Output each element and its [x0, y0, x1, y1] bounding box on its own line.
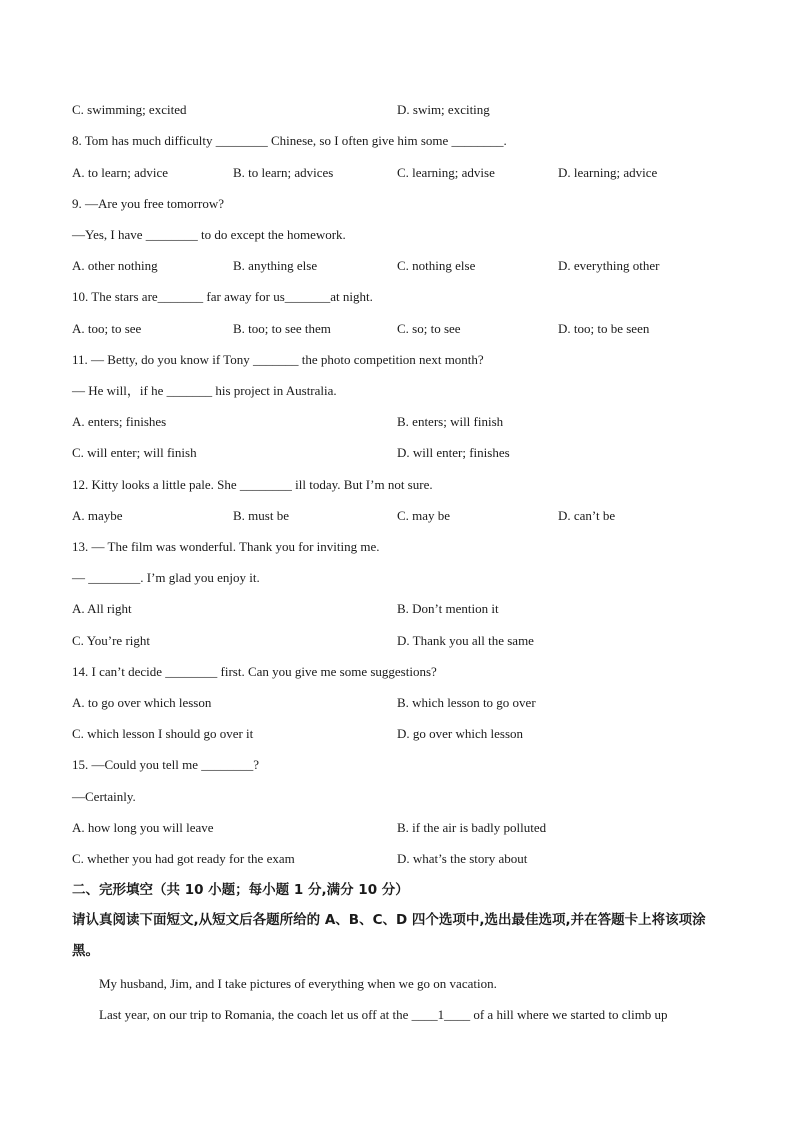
q13-stem-reply: — ________. I’m glad you enjoy it. — [72, 570, 260, 585]
q13-stem: 13. — The film was wonderful. Thank you for inviting me. — [72, 539, 380, 554]
q9-stem: 9. —Are you free tomorrow? — [72, 196, 224, 211]
q15-option-b: B. if the air is badly polluted — [397, 820, 547, 835]
q10-option-d: D. too; to be seen — [558, 321, 650, 336]
q8-option-c: C. learning; advise — [397, 165, 495, 180]
section-instruction: 请认真阅读下面短文,从短文后各题所给的 A、B、C、D 四个选项中,选出最佳选项,并在答题卡上将该项涂黑。 — [72, 912, 706, 959]
q14-option-d: D. go over which lesson — [397, 726, 524, 741]
q12-stem: 12. Kitty looks a little pale. She ________ ill today. But I’m not sure. — [72, 477, 433, 492]
q13-option-d: D. Thank you all the same — [397, 633, 534, 648]
section-heading: 二、完形填空（共 10 小题；每小题 1 分,满分 10 分） — [72, 882, 409, 898]
q13-option-c: C. You’re right — [72, 633, 151, 648]
q9-option-a: A. other nothing — [72, 258, 158, 273]
q14-option-c: C. which lesson I should go over it — [72, 726, 254, 741]
q11-option-a: A. enters; finishes — [72, 414, 167, 429]
q9-option-c: C. nothing else — [397, 258, 476, 273]
q9-stem-reply: —Yes, I have ________ to do except the homework. — [72, 227, 346, 242]
q15-stem: 15. —Could you tell me ________? — [72, 757, 260, 772]
q12-option-c: C. may be — [397, 508, 451, 523]
q7-option-d: D. swim; exciting — [397, 102, 490, 117]
q12-option-d: D. can’t be — [558, 508, 616, 523]
q13-option-a: A. All right — [72, 601, 132, 616]
q11-option-b: B. enters; will finish — [397, 414, 504, 429]
q13-option-b: B. Don’t mention it — [397, 601, 499, 616]
q12-option-b: B. must be — [233, 508, 289, 523]
q9-option-b: B. anything else — [233, 258, 318, 273]
q14-stem: 14. I can’t decide ________ first. Can you give me some suggestions? — [72, 664, 437, 679]
q7-option-c: C. swimming; excited — [72, 102, 187, 117]
q9-option-d: D. everything other — [558, 258, 660, 273]
q14-option-b: B. which lesson to go over — [397, 695, 536, 710]
q11-option-c: C. will enter; will finish — [72, 445, 197, 460]
passage-paragraph-2: Last year, on our trip to Romania, the coach let us off at the ____1____ of a hill where we started to climb up — [99, 1007, 668, 1022]
q8-option-a: A. to learn; advice — [72, 165, 169, 180]
q10-option-a: A. too; to see — [72, 321, 142, 336]
passage-paragraph-1: My husband, Jim, and I take pictures of everything when we go on vacation. — [99, 976, 497, 991]
q8-option-b: B. to learn; advices — [233, 165, 334, 180]
q14-option-a: A. to go over which lesson — [72, 695, 212, 710]
q11-option-d: D. will enter; finishes — [397, 445, 510, 460]
q15-stem-reply: —Certainly. — [72, 789, 136, 804]
q15-option-c: C. whether you had got ready for the exam — [72, 851, 295, 866]
q11-stem-reply: — He will，if he _______ his project in Australia. — [72, 383, 337, 398]
q10-option-c: C. so; to see — [397, 321, 461, 336]
q8-option-d: D. learning; advice — [558, 165, 658, 180]
q8-stem: 8. Tom has much difficulty ________ Chinese, so I often give him some ________. — [72, 133, 507, 148]
q15-option-d: D. what’s the story about — [397, 851, 528, 866]
q12-option-a: A. maybe — [72, 508, 123, 523]
q11-stem: 11. — Betty, do you know if Tony _______ the photo competition next month? — [72, 352, 484, 367]
q15-option-a: A. how long you will leave — [72, 820, 214, 835]
q10-stem: 10. The stars are_______ far away for us_______at night. — [72, 289, 373, 304]
q10-option-b: B. too; to see them — [233, 321, 331, 336]
